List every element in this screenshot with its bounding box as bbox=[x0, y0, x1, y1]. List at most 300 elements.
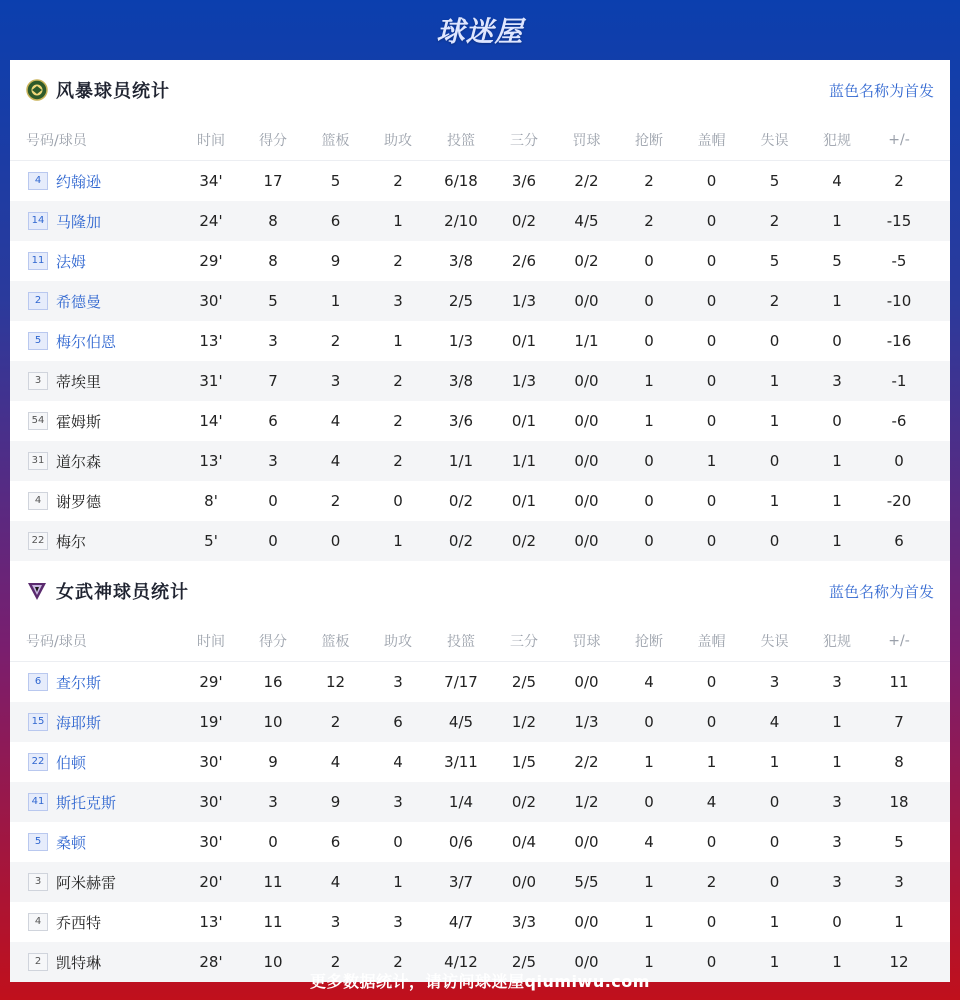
player-name: 道尔森 bbox=[56, 452, 102, 471]
stat-rebounds: 9 bbox=[330, 793, 341, 811]
table-row bbox=[10, 361, 950, 401]
stat-minutes: 20' bbox=[199, 873, 223, 891]
stat-rebounds: 1 bbox=[330, 292, 341, 310]
stat-fouls: 1 bbox=[832, 212, 842, 230]
player-rows bbox=[10, 161, 950, 561]
player-cell bbox=[10, 331, 180, 352]
stat-turnovers: 1 bbox=[769, 753, 780, 771]
team-header bbox=[10, 60, 950, 120]
stat-turnovers: 1 bbox=[769, 412, 780, 430]
stat-rebounds: 5 bbox=[330, 172, 341, 190]
stat-blocks: 0 bbox=[706, 673, 717, 691]
table-row bbox=[10, 662, 950, 702]
jersey-number: 15 bbox=[28, 713, 48, 731]
stat-fg: 0/6 bbox=[448, 833, 474, 851]
stat-ft: 0/0 bbox=[574, 913, 599, 931]
stat-fouls: 0 bbox=[832, 412, 842, 430]
stat-plusminus: 12 bbox=[889, 953, 909, 971]
table-row bbox=[10, 441, 950, 481]
col-minutes: 时间 bbox=[197, 634, 225, 650]
stat-steals: 1 bbox=[644, 953, 654, 971]
stat-steals: 1 bbox=[644, 873, 654, 891]
col-3pt: 三分 bbox=[510, 634, 538, 650]
stat-rebounds: 4 bbox=[330, 452, 341, 470]
stat-points: 8 bbox=[268, 252, 278, 270]
stat-minutes: 31' bbox=[199, 372, 223, 390]
stat-points: 8 bbox=[268, 212, 278, 230]
stat-minutes: 5' bbox=[204, 532, 218, 550]
stat-fg: 0/2 bbox=[448, 492, 474, 510]
stat-assists: 3 bbox=[393, 913, 403, 931]
stat-points: 16 bbox=[263, 673, 283, 691]
stat-blocks: 0 bbox=[706, 172, 717, 190]
stat-points: 0 bbox=[268, 492, 278, 510]
player-cell bbox=[10, 872, 180, 893]
valkyries-logo-icon bbox=[26, 580, 48, 602]
stat-3pt: 1/5 bbox=[511, 753, 537, 771]
player-cell bbox=[10, 211, 180, 232]
stat-fouls: 3 bbox=[832, 793, 842, 811]
col-fg: 投篮 bbox=[447, 634, 475, 650]
stat-assists: 2 bbox=[393, 252, 403, 270]
stat-points: 3 bbox=[268, 332, 278, 350]
stat-ft: 0/0 bbox=[574, 532, 599, 550]
table-row bbox=[10, 321, 950, 361]
stat-fg: 3/8 bbox=[448, 372, 474, 390]
stat-points: 3 bbox=[268, 452, 278, 470]
col-fouls: 犯规 bbox=[823, 133, 851, 149]
stat-blocks: 0 bbox=[706, 252, 717, 270]
stat-fg: 0/2 bbox=[448, 532, 474, 550]
stat-minutes: 19' bbox=[199, 713, 223, 731]
stat-points: 10 bbox=[263, 713, 283, 731]
stat-points: 0 bbox=[268, 833, 278, 851]
stat-points: 3 bbox=[268, 793, 278, 811]
stat-rebounds: 4 bbox=[330, 412, 341, 430]
stat-steals: 4 bbox=[644, 673, 654, 691]
player-cell bbox=[10, 451, 180, 472]
stat-fg: 6/18 bbox=[444, 172, 478, 190]
stat-minutes: 13' bbox=[199, 332, 223, 350]
col-rebounds: 篮板 bbox=[321, 634, 350, 650]
stat-fouls: 0 bbox=[832, 332, 842, 350]
stat-ft: 0/2 bbox=[574, 252, 599, 270]
player-name[interactable]: 桑顿 bbox=[56, 833, 87, 852]
jersey-number: 6 bbox=[28, 673, 48, 691]
stat-minutes: 30' bbox=[199, 292, 223, 310]
stat-minutes: 30' bbox=[199, 753, 223, 771]
player-cell bbox=[10, 291, 180, 312]
stat-rebounds: 2 bbox=[330, 492, 341, 510]
player-name[interactable]: 伯顿 bbox=[56, 753, 87, 772]
player-cell bbox=[10, 531, 180, 552]
stat-turnovers: 5 bbox=[769, 172, 780, 190]
col-plusminus: +/- bbox=[888, 132, 910, 148]
stat-fg: 2/10 bbox=[444, 212, 478, 230]
stat-fouls: 1 bbox=[832, 452, 842, 470]
stat-ft: 2/2 bbox=[574, 753, 599, 771]
stat-rebounds: 2 bbox=[330, 713, 341, 731]
col-steals: 抢断 bbox=[635, 634, 663, 650]
col-ft: 罚球 bbox=[572, 634, 601, 650]
col-rebounds: 篮板 bbox=[321, 133, 350, 149]
player-cell bbox=[10, 712, 180, 733]
stat-points: 6 bbox=[268, 412, 278, 430]
stat-blocks: 0 bbox=[706, 953, 717, 971]
stat-ft: 0/0 bbox=[574, 372, 599, 390]
footer-banner: 更多数据统计，请访问球迷屋qiumiwu.com bbox=[310, 971, 650, 991]
stat-assists: 2 bbox=[393, 412, 403, 430]
player-rows bbox=[10, 662, 950, 982]
stat-minutes: 14' bbox=[199, 412, 223, 430]
stat-turnovers: 0 bbox=[769, 332, 780, 350]
table-row bbox=[10, 481, 950, 521]
stat-fg: 7/17 bbox=[444, 673, 478, 691]
col-player: 号码/球员 bbox=[26, 634, 87, 650]
player-cell bbox=[10, 792, 180, 813]
stat-rebounds: 0 bbox=[330, 532, 341, 550]
stat-assists: 3 bbox=[393, 292, 403, 310]
col-assists: 助攻 bbox=[384, 133, 412, 149]
stat-3pt: 2/5 bbox=[511, 673, 537, 691]
table-row bbox=[10, 161, 950, 201]
stat-plusminus: -15 bbox=[886, 212, 912, 230]
stat-fouls: 3 bbox=[832, 673, 842, 691]
stat-blocks: 0 bbox=[706, 492, 717, 510]
stat-assists: 0 bbox=[393, 492, 403, 510]
stat-3pt: 1/3 bbox=[511, 292, 537, 310]
stat-assists: 1 bbox=[393, 532, 403, 550]
stat-assists: 2 bbox=[393, 953, 403, 971]
stat-blocks: 0 bbox=[706, 212, 717, 230]
col-player: 号码/球员 bbox=[26, 133, 87, 149]
stat-ft: 0/0 bbox=[574, 492, 599, 510]
stat-turnovers: 1 bbox=[769, 372, 780, 390]
jersey-number: 14 bbox=[28, 212, 48, 230]
stat-ft: 0/0 bbox=[574, 452, 599, 470]
stat-minutes: 13' bbox=[199, 913, 223, 931]
stat-points: 11 bbox=[263, 913, 283, 931]
stat-points: 7 bbox=[268, 372, 278, 390]
stat-plusminus: 8 bbox=[894, 753, 904, 771]
stat-minutes: 13' bbox=[199, 452, 223, 470]
stat-rebounds: 12 bbox=[325, 673, 346, 691]
stat-steals: 1 bbox=[644, 412, 654, 430]
player-cell bbox=[10, 411, 180, 432]
stat-ft: 0/0 bbox=[574, 833, 599, 851]
stat-steals: 4 bbox=[644, 833, 654, 851]
stat-plusminus: -1 bbox=[891, 372, 907, 390]
table-row bbox=[10, 241, 950, 281]
stat-assists: 6 bbox=[393, 713, 403, 731]
stat-turnovers: 2 bbox=[769, 292, 780, 310]
stat-plusminus: -6 bbox=[891, 412, 907, 430]
stat-points: 17 bbox=[263, 172, 283, 190]
player-name[interactable]: 梅尔伯恩 bbox=[56, 332, 117, 351]
player-name: 谢罗德 bbox=[56, 492, 102, 511]
jersey-number: 2 bbox=[28, 292, 48, 310]
stat-turnovers: 0 bbox=[769, 873, 780, 891]
stat-steals: 0 bbox=[644, 252, 654, 270]
stat-3pt: 0/1 bbox=[511, 412, 537, 430]
stat-blocks: 0 bbox=[706, 372, 717, 390]
stat-steals: 0 bbox=[644, 532, 654, 550]
player-cell bbox=[10, 672, 180, 693]
player-name: 凯特琳 bbox=[56, 953, 102, 972]
stat-plusminus: 18 bbox=[889, 793, 909, 811]
team-section-valkyries bbox=[10, 561, 950, 982]
stat-plusminus: 3 bbox=[894, 873, 904, 891]
stat-minutes: 29' bbox=[199, 673, 223, 691]
stat-plusminus: 0 bbox=[894, 452, 904, 470]
stat-assists: 0 bbox=[393, 833, 403, 851]
stat-steals: 1 bbox=[644, 753, 654, 771]
stat-points: 11 bbox=[263, 873, 283, 891]
jersey-number: 4 bbox=[28, 172, 48, 190]
stat-fouls: 1 bbox=[832, 292, 842, 310]
stat-fg: 4/7 bbox=[448, 913, 474, 931]
stat-3pt: 0/4 bbox=[511, 833, 537, 851]
jersey-number: 3 bbox=[28, 372, 48, 390]
col-ft: 罚球 bbox=[572, 133, 601, 149]
stat-3pt: 0/2 bbox=[511, 793, 537, 811]
top-bar bbox=[0, 0, 960, 60]
stat-blocks: 1 bbox=[706, 452, 717, 470]
player-name[interactable]: 约翰逊 bbox=[56, 172, 102, 191]
stat-3pt: 0/1 bbox=[511, 332, 537, 350]
stat-turnovers: 0 bbox=[769, 452, 780, 470]
col-steals: 抢断 bbox=[635, 133, 663, 149]
stat-3pt: 2/6 bbox=[511, 252, 537, 270]
table-row bbox=[10, 702, 950, 742]
player-name[interactable]: 希德曼 bbox=[56, 292, 102, 311]
stat-3pt: 0/2 bbox=[511, 532, 537, 550]
stat-3pt: 0/0 bbox=[511, 873, 537, 891]
stat-fg: 1/3 bbox=[448, 332, 474, 350]
player-name[interactable]: 法姆 bbox=[56, 252, 87, 271]
col-turnovers: 失误 bbox=[760, 634, 789, 650]
stat-fg: 4/12 bbox=[444, 953, 478, 971]
stat-3pt: 1/2 bbox=[511, 713, 537, 731]
player-name[interactable]: 海耶斯 bbox=[56, 713, 102, 732]
jersey-number: 22 bbox=[28, 753, 48, 771]
stat-plusminus: 11 bbox=[889, 673, 909, 691]
starter-note: 蓝色名称为首发 bbox=[828, 81, 934, 100]
stat-points: 9 bbox=[268, 753, 278, 771]
stat-plusminus: 2 bbox=[894, 172, 904, 190]
stat-ft: 4/5 bbox=[574, 212, 599, 230]
player-name: 乔西特 bbox=[56, 913, 102, 932]
stat-3pt: 3/3 bbox=[511, 913, 537, 931]
stat-blocks: 0 bbox=[706, 532, 717, 550]
stat-rebounds: 2 bbox=[330, 332, 341, 350]
stat-ft: 1/3 bbox=[574, 713, 599, 731]
stat-steals: 0 bbox=[644, 713, 654, 731]
table-header bbox=[10, 621, 950, 662]
player-name[interactable]: 马隆加 bbox=[56, 212, 102, 231]
player-cell bbox=[10, 752, 180, 773]
stat-ft: 0/0 bbox=[574, 673, 599, 691]
stat-minutes: 8' bbox=[204, 492, 218, 510]
player-name: 蒂埃里 bbox=[56, 372, 102, 391]
stat-steals: 2 bbox=[644, 172, 654, 190]
stat-steals: 1 bbox=[644, 913, 654, 931]
stat-fouls: 5 bbox=[832, 252, 842, 270]
table-row bbox=[10, 902, 950, 942]
stat-ft: 5/5 bbox=[574, 873, 599, 891]
table-header bbox=[10, 120, 950, 161]
stat-rebounds: 3 bbox=[330, 372, 341, 390]
stat-plusminus: 7 bbox=[894, 713, 904, 731]
stat-assists: 2 bbox=[393, 172, 403, 190]
stat-ft: 1/2 bbox=[574, 793, 599, 811]
stat-plusminus: -5 bbox=[891, 252, 907, 270]
player-cell bbox=[10, 251, 180, 272]
jersey-number: 3 bbox=[28, 873, 48, 891]
player-name: 梅尔 bbox=[56, 532, 87, 551]
team-title: 风暴球员统计 bbox=[56, 81, 170, 102]
jersey-number: 41 bbox=[28, 793, 48, 811]
stat-plusminus: -20 bbox=[886, 492, 912, 510]
jersey-number: 5 bbox=[28, 332, 48, 350]
stat-fg: 3/7 bbox=[448, 873, 474, 891]
team-section-storm bbox=[10, 60, 950, 561]
stat-plusminus: -10 bbox=[886, 292, 912, 310]
stat-steals: 0 bbox=[644, 292, 654, 310]
stat-assists: 1 bbox=[393, 332, 403, 350]
stat-fg: 4/5 bbox=[448, 713, 474, 731]
col-fg: 投篮 bbox=[447, 133, 475, 149]
col-assists: 助攻 bbox=[384, 634, 412, 650]
stat-assists: 3 bbox=[393, 793, 403, 811]
stat-3pt: 0/1 bbox=[511, 492, 537, 510]
jersey-number: 5 bbox=[28, 833, 48, 851]
stat-points: 0 bbox=[268, 532, 278, 550]
stat-rebounds: 9 bbox=[330, 252, 341, 270]
stat-minutes: 29' bbox=[199, 252, 223, 270]
player-cell bbox=[10, 832, 180, 853]
stat-ft: 2/2 bbox=[574, 172, 599, 190]
stat-3pt: 3/6 bbox=[511, 172, 537, 190]
stat-blocks: 0 bbox=[706, 412, 717, 430]
stat-fg: 3/8 bbox=[448, 252, 474, 270]
stat-rebounds: 4 bbox=[330, 873, 341, 891]
jersey-number: 11 bbox=[28, 252, 48, 270]
stat-ft: 0/0 bbox=[574, 292, 599, 310]
stat-steals: 1 bbox=[644, 372, 654, 390]
player-cell bbox=[10, 491, 180, 512]
col-blocks: 盖帽 bbox=[697, 634, 726, 650]
jersey-number: 4 bbox=[28, 913, 48, 931]
jersey-number: 2 bbox=[28, 953, 48, 971]
stat-rebounds: 4 bbox=[330, 753, 341, 771]
stat-minutes: 30' bbox=[199, 833, 223, 851]
stat-blocks: 2 bbox=[706, 873, 717, 891]
stat-fouls: 0 bbox=[832, 913, 842, 931]
stat-turnovers: 0 bbox=[769, 793, 780, 811]
stat-fouls: 3 bbox=[832, 372, 842, 390]
storm-logo-icon bbox=[26, 79, 48, 101]
stat-fg: 3/11 bbox=[444, 753, 478, 771]
stat-steals: 0 bbox=[644, 492, 654, 510]
stat-turnovers: 4 bbox=[769, 713, 780, 731]
col-points: 得分 bbox=[259, 634, 287, 650]
stat-minutes: 24' bbox=[199, 212, 223, 230]
player-name: 霍姆斯 bbox=[56, 412, 102, 431]
stat-steals: 0 bbox=[644, 452, 654, 470]
table-row bbox=[10, 742, 950, 782]
stat-steals: 0 bbox=[644, 793, 654, 811]
col-minutes: 时间 bbox=[197, 133, 225, 149]
stat-minutes: 30' bbox=[199, 793, 223, 811]
table-row bbox=[10, 401, 950, 441]
stat-plusminus: 6 bbox=[894, 532, 904, 550]
stat-assists: 3 bbox=[393, 673, 403, 691]
table-row bbox=[10, 822, 950, 862]
stat-ft: 0/0 bbox=[574, 953, 599, 971]
table-row bbox=[10, 782, 950, 822]
stat-3pt: 2/5 bbox=[511, 953, 537, 971]
stat-plusminus: 5 bbox=[894, 833, 904, 851]
stat-rebounds: 6 bbox=[330, 212, 341, 230]
stat-assists: 1 bbox=[393, 212, 403, 230]
stat-ft: 0/0 bbox=[574, 412, 599, 430]
stat-steals: 2 bbox=[644, 212, 654, 230]
stat-fouls: 1 bbox=[832, 753, 842, 771]
stat-fg: 2/5 bbox=[448, 292, 474, 310]
stat-fouls: 3 bbox=[832, 873, 842, 891]
stat-minutes: 28' bbox=[199, 953, 223, 971]
col-plusminus: +/- bbox=[888, 633, 910, 649]
col-blocks: 盖帽 bbox=[697, 133, 726, 149]
stat-points: 5 bbox=[268, 292, 278, 310]
table-row bbox=[10, 521, 950, 561]
stat-fouls: 3 bbox=[832, 833, 842, 851]
stat-3pt: 1/1 bbox=[511, 452, 537, 470]
player-name: 阿米赫雷 bbox=[56, 873, 117, 892]
stat-blocks: 0 bbox=[706, 332, 717, 350]
stat-fg: 1/1 bbox=[448, 452, 474, 470]
player-name[interactable]: 斯托克斯 bbox=[56, 793, 117, 812]
stat-rebounds: 3 bbox=[330, 913, 341, 931]
table-row bbox=[10, 201, 950, 241]
stat-turnovers: 1 bbox=[769, 953, 780, 971]
table-row bbox=[10, 281, 950, 321]
stat-fouls: 1 bbox=[832, 532, 842, 550]
stats-panel bbox=[10, 60, 950, 972]
stat-plusminus: 1 bbox=[894, 913, 904, 931]
stat-points: 10 bbox=[263, 953, 283, 971]
stat-turnovers: 0 bbox=[769, 833, 780, 851]
stat-turnovers: 2 bbox=[769, 212, 780, 230]
stat-rebounds: 6 bbox=[330, 833, 341, 851]
stat-blocks: 0 bbox=[706, 913, 717, 931]
player-cell bbox=[10, 912, 180, 933]
stat-turnovers: 3 bbox=[769, 673, 780, 691]
team-header bbox=[10, 561, 950, 621]
stat-fouls: 1 bbox=[832, 953, 842, 971]
stat-blocks: 0 bbox=[706, 292, 717, 310]
jersey-number: 22 bbox=[28, 532, 48, 550]
col-turnovers: 失误 bbox=[760, 133, 789, 149]
stat-steals: 0 bbox=[644, 332, 654, 350]
stat-blocks: 1 bbox=[706, 753, 717, 771]
stat-blocks: 4 bbox=[706, 793, 717, 811]
stat-assists: 2 bbox=[393, 452, 403, 470]
player-name[interactable]: 查尔斯 bbox=[56, 673, 102, 692]
stat-plusminus: -16 bbox=[886, 332, 912, 350]
col-3pt: 三分 bbox=[510, 133, 538, 149]
